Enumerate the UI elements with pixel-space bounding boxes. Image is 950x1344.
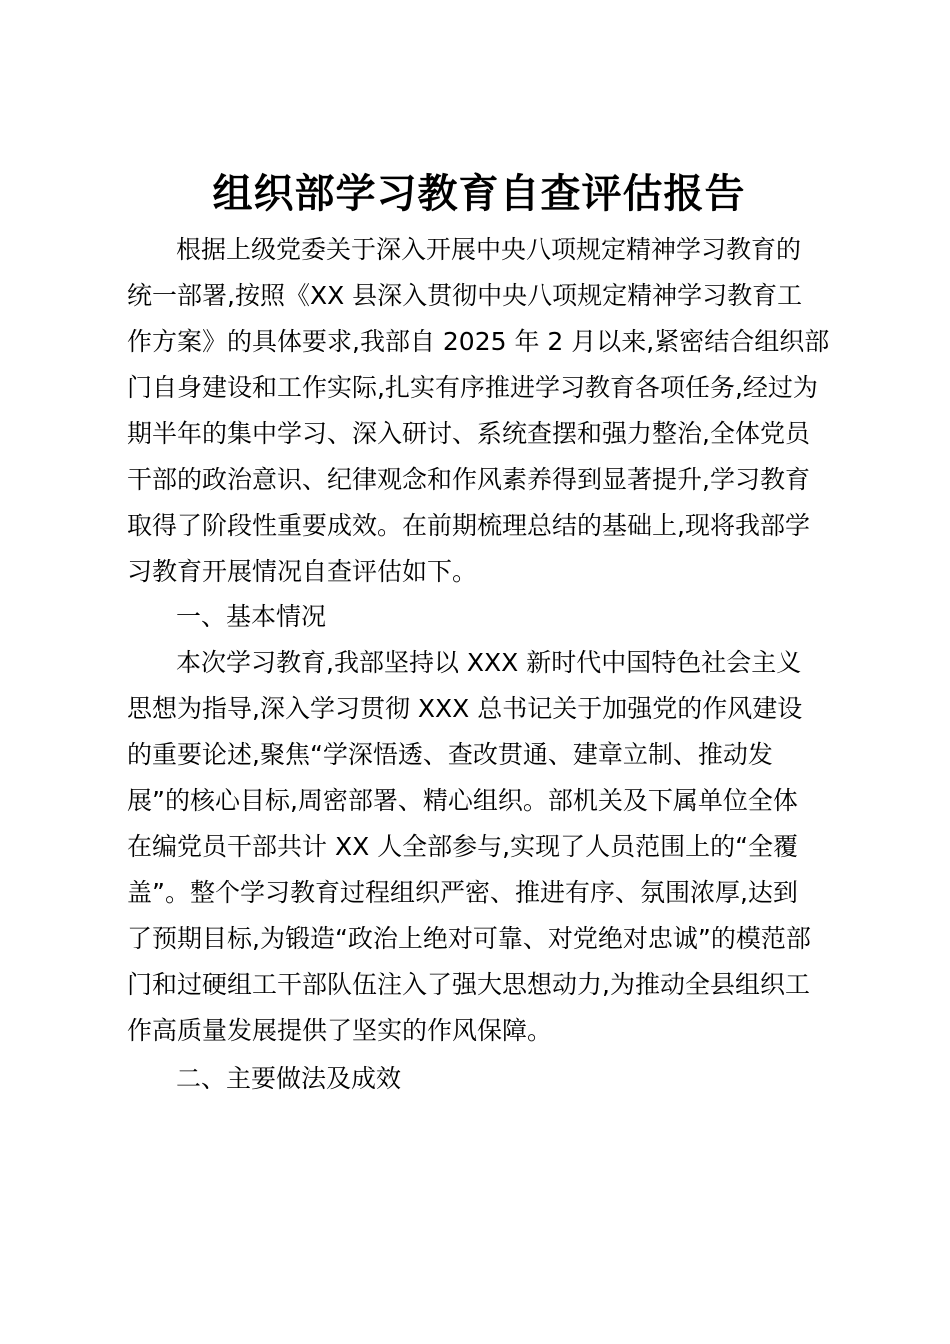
body-line: 统一部署,按照《XX 县深入贯彻中央八项规定精神学习教育工 [127, 281, 803, 310]
body-line: 门和过硬组工干部队伍注入了强大思想动力,为推动全县组织工 [127, 970, 810, 999]
body-line: 了预期目标,为锻造“政治上绝对可靠、对党绝对忠诚”的模范部 [127, 924, 811, 953]
body-line: 取得了阶段性重要成效。在前期梳理总结的基础上,现将我部学 [127, 511, 810, 540]
body-line: 的重要论述,聚焦“学深悟透、查改贯通、建章立制、推动发 [127, 740, 773, 769]
body-line: 作方案》的具体要求,我部自 2025 年 2 月以来,紧密结合组织部 [127, 327, 830, 356]
body-line: 在编党员干部共计 XX 人全部参与,实现了人员范围上的“全覆 [127, 832, 799, 861]
body-line: 习教育开展情况自查评估如下。 [127, 557, 478, 586]
body-line: 作高质量发展提供了坚实的作风保障。 [127, 1016, 553, 1045]
body-line: 根据上级党委关于深入开展中央八项规定精神学习教育的 [176, 235, 802, 264]
body-line: 思想为指导,深入学习贯彻 XXX 总书记关于加强党的作风建设 [127, 694, 803, 723]
document-title: 组织部学习教育自查评估报告 [212, 170, 746, 217]
section-heading-basic: 一、基本情况 [176, 602, 327, 631]
section-heading-measures: 二、主要做法及成效 [176, 1064, 402, 1093]
body-line: 期半年的集中学习、深入研讨、系统查摆和强力整治,全体党员 [127, 419, 810, 448]
body-line: 本次学习教育,我部坚持以 XXX 新时代中国特色社会主义 [176, 648, 802, 677]
body-line: 门自身建设和工作实际,扎实有序推进学习教育各项任务,经过为 [127, 373, 818, 402]
body-line: 盖”。整个学习教育过程组织严密、推进有序、氛围浓厚,达到 [127, 878, 798, 907]
body-line: 干部的政治意识、纪律观念和作风素养得到显著提升,学习教育 [127, 465, 810, 494]
body-line: 展”的核心目标,周密部署、精心组织。部机关及下属单位全体 [127, 786, 798, 815]
